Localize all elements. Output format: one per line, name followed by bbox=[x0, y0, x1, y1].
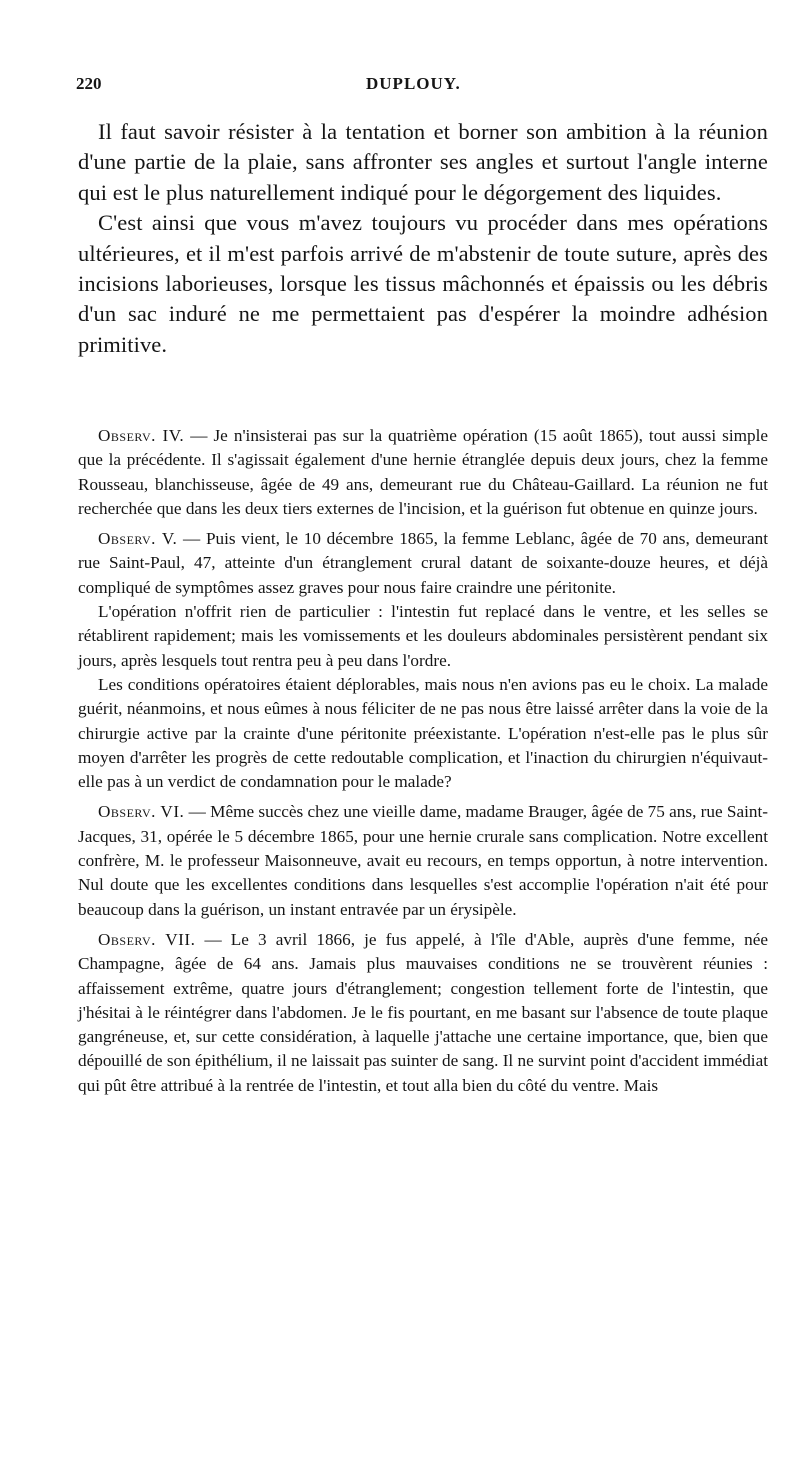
paragraph: Il faut savoir résister à la tentation et borner son ambition à la réunion d'une partie de la plaie, sans affronter ses angles et surtout l'angle interne qui est le plus naturellement indiqué pour le dégorgement des liquides. bbox=[78, 119, 768, 205]
observation-label: Observ. IV. bbox=[98, 426, 185, 445]
observation-4 bbox=[78, 424, 768, 521]
paragraph: L'opération n'offrit rien de particulier : l'intestin fut replacé dans le ventre, et les selles se rétablirent rapidement; mais les vomissements et les douleurs abdominales persistèrent pendant six jours, après lesquels tout rentra peu à peu dans l'ordre. bbox=[78, 602, 768, 670]
running-title: DUPLOUY. bbox=[366, 74, 461, 93]
observation-6 bbox=[78, 800, 768, 921]
observation-label: Observ. VII. bbox=[98, 929, 196, 949]
main-text bbox=[78, 117, 768, 360]
paragraph: C'est ainsi que vous m'avez toujours vu procéder dans mes opérations ultérieures, et il m'est parfois arrivé de m'abstenir de toute suture, après des incisions laborieuses, lorsque les tissus mâchonnés et épaissis ou les débris d'un sac induré ne me permettaient pas d'espérer la moindre adhésion primitive. bbox=[78, 210, 768, 357]
observation-text: — Puis vient, le 10 décembre 1865, la femme Leblanc, âgée de 70 ans, demeurant rue Saint-Paul, 47, atteinte d'un étranglement crural datant de soixante-douze heures, et déjà compliqué de symptômes assez graves pour nous faire craindre une péritonite. bbox=[78, 529, 768, 597]
observation-label: Observ. V. bbox=[98, 529, 178, 549]
observation-text: — Même succès chez une vieille dame, madame Brauger, âgée de 75 ans, rue Saint-Jacques, 31, opérée le 5 décembre 1865, pour une hernie crurale sans complication. Notre excellent confrère, M. le professeur Maisonneuve, avait eu recours, en temps opportun, à notre intervention. Nul doute que les excellentes conditions dans lesquelles s'est accomplie l'opération n'ait été pour beaucoup dans la guérison, un instant entravée par un érysipèle. bbox=[78, 802, 768, 919]
running-head bbox=[76, 74, 772, 100]
observation-text: — Je n'insisterai pas sur la quatrième opération (15 août 1865), tout aussi simple que la précédente. Il s'agissait également d'une hernie étranglée depuis deux jours, chez la femme Rousseau, blanchisseuse, âgée de 49 ans, demeurant rue du Château-Gaillard. La réunion ne fut recherchée que dans les deux tiers externes de l'incision, et la guérison fut obtenue en quinze jours. bbox=[78, 426, 768, 518]
observation-5 bbox=[78, 527, 768, 600]
observation-label: Observ. VI. bbox=[98, 802, 185, 822]
paragraph: Les conditions opératoires étaient déplorables, mais nous n'en avions pas eu le choix. La malade guérit, néanmoins, et nous eûmes à nous féliciter de ne pas nous être laissé arrêter dans la voie de la chirurgie active par la crainte d'une péritonite préexistante. L'opération n'est-elle pas le plus sûr moyen d'arrêter les progrès de cette redoutable complication, et l'inaction du chirurgien n'équivaut-elle pas à un verdict de condamnation pour le malade? bbox=[78, 674, 768, 792]
observations-section bbox=[78, 424, 768, 1098]
observation-7 bbox=[78, 928, 768, 1098]
observation-text: — Le 3 avril 1866, je fus appelé, à l'île d'Able, auprès d'une femme, née Champagne, âgée de 64 ans. Jamais plus mauvaises conditions ne se trouvèrent réunies : affaissement extrême, quatre jours d'étranglement; congestion tellement forte de l'intestin, que j'hésitai à le réintégrer dans l'abdomen. Je le fis pourtant, en me basant sur l'absence de toute plaque gangréneuse, et, sur cette considération, à laquelle j'attache une certaine importance, que, bien que dépouillé de son épithélium, il ne laissait pas suinter de sang. Il ne survint point d'accident immédiat qui pût être attribué à la rentrée de l'intestin, et tout alla bien du côté du ventre. Mais bbox=[78, 929, 768, 1095]
page-number: 220 bbox=[76, 74, 102, 93]
